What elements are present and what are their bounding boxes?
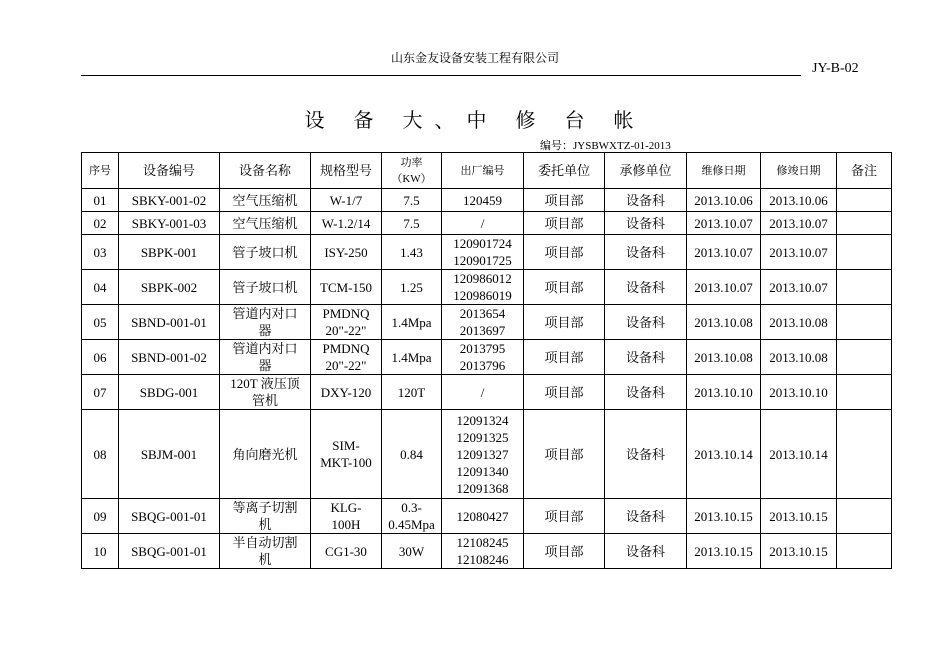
col-client: 委托单位: [524, 153, 605, 189]
cell-line: 12091324: [456, 412, 509, 428]
cell-client: 项目部: [524, 235, 605, 270]
cell-line: 0.84: [400, 446, 423, 462]
cell-line: 0.3-: [401, 500, 422, 515]
cell-line: W-1.2/14: [321, 215, 371, 231]
cell-power: [382, 499, 442, 534]
cell-line: 管道内对口: [232, 341, 298, 356]
table-row: [82, 499, 892, 534]
cell-line: 管子坡口机: [232, 279, 298, 295]
cell-contractor: 设备科: [605, 189, 687, 212]
cell-remark: [837, 235, 892, 270]
cell-power: [382, 375, 442, 410]
cell-line: SIM-: [332, 438, 360, 453]
cell-client: 项目部: [524, 410, 605, 499]
cell-model: [311, 375, 382, 410]
cell-name: [220, 270, 311, 305]
cell-line: PMDNQ: [322, 341, 370, 356]
cell-line: 半自动切割: [232, 535, 298, 550]
col-power: [382, 153, 442, 189]
cell-power: [382, 410, 442, 499]
cell-line: 30W: [398, 543, 425, 559]
cell-line: 2013654: [459, 306, 506, 321]
cell-line: 2013795: [459, 341, 506, 356]
cell-repair-date: 2013.10.06: [687, 189, 761, 212]
cell-name: [220, 534, 311, 569]
cell-name: [220, 212, 311, 235]
cell-contractor: 设备科: [605, 410, 687, 499]
cell-line: /: [480, 215, 485, 231]
cell-line: 2013697: [459, 323, 506, 338]
cell-line: 12108246: [456, 552, 509, 567]
cell-client: 项目部: [524, 212, 605, 235]
cell-model: [311, 212, 382, 235]
cell-name: [220, 235, 311, 270]
cell-line: 管子坡口机: [232, 244, 298, 260]
col-model: 规格型号: [311, 153, 382, 189]
cell-complete-date: 2013.10.07: [761, 270, 837, 305]
cell-line: 12091340: [456, 463, 509, 479]
cell-complete-date: 2013.10.08: [761, 340, 837, 375]
col-code: 设备编号: [119, 153, 220, 189]
cell-factory-no: [442, 305, 524, 340]
cell-line: PMDNQ: [322, 306, 370, 321]
cell-name: [220, 189, 311, 212]
cell-repair-date: 2013.10.15: [687, 499, 761, 534]
cell-line: 器: [258, 323, 272, 338]
cell-line: 120901724: [453, 236, 512, 251]
cell-client: 项目部: [524, 499, 605, 534]
cell-remark: [837, 305, 892, 340]
cell-line: 机: [258, 552, 272, 567]
cell-power: [382, 235, 442, 270]
cell-power: [382, 189, 442, 212]
cell-factory-no: [442, 534, 524, 569]
cell-client: 项目部: [524, 305, 605, 340]
cell-contractor: 设备科: [605, 235, 687, 270]
cell-power: [382, 305, 442, 340]
cell-line: 空气压缩机: [232, 215, 298, 231]
cell-contractor: 设备科: [605, 534, 687, 569]
cell-remark: [837, 212, 892, 235]
cell-power: [382, 340, 442, 375]
cell-seq: 01: [82, 189, 119, 212]
cell-complete-date: 2013.10.07: [761, 212, 837, 235]
company-name: 山东金友设备安装工程有限公司: [390, 51, 559, 65]
cell-repair-date: 2013.10.08: [687, 305, 761, 340]
cell-client: 项目部: [524, 375, 605, 410]
cell-power: [382, 534, 442, 569]
cell-line: 120T: [397, 384, 426, 400]
cell-line: MKT-100: [320, 455, 372, 470]
cell-client: 项目部: [524, 534, 605, 569]
cell-factory-no: [442, 189, 524, 212]
cell-code: SBJM-001: [119, 410, 220, 499]
cell-line: KLG-: [330, 500, 362, 515]
cell-complete-date: 2013.10.06: [761, 189, 837, 212]
cell-repair-date: 2013.10.10: [687, 375, 761, 410]
cell-complete-date: 2013.10.08: [761, 305, 837, 340]
cell-complete-date: 2013.10.07: [761, 235, 837, 270]
cell-model: [311, 235, 382, 270]
cell-line: 20"-22": [325, 323, 367, 338]
cell-line: 机: [258, 517, 272, 532]
cell-remark: [837, 375, 892, 410]
col-complete-date: 修竣日期: [761, 153, 837, 189]
cell-repair-date: 2013.10.08: [687, 340, 761, 375]
col-repair-date: 维修日期: [687, 153, 761, 189]
cell-client: 项目部: [524, 189, 605, 212]
cell-line: CG1-30: [325, 543, 367, 559]
cell-line: 0.45Mpa: [388, 517, 435, 532]
cell-line: 12108245: [456, 535, 509, 550]
cell-line: 12091325: [456, 429, 509, 445]
table-row: [82, 410, 892, 499]
cell-line: 1.25: [400, 279, 423, 295]
cell-power: [382, 212, 442, 235]
cell-complete-date: 2013.10.15: [761, 499, 837, 534]
cell-repair-date: 2013.10.07: [687, 212, 761, 235]
cell-repair-date: 2013.10.14: [687, 410, 761, 499]
cell-name: [220, 410, 311, 499]
table-row: [82, 189, 892, 212]
col-name: 设备名称: [220, 153, 311, 189]
cell-factory-no: [442, 340, 524, 375]
cell-remark: [837, 410, 892, 499]
cell-line: 空气压缩机: [232, 192, 298, 208]
table-row: [82, 212, 892, 235]
cell-contractor: 设备科: [605, 305, 687, 340]
cell-seq: 05: [82, 305, 119, 340]
cell-factory-no: [442, 375, 524, 410]
cell-code: SBKY-001-03: [119, 212, 220, 235]
cell-line: 等离子切割: [232, 500, 298, 515]
col-power-unit: （KW）: [391, 172, 432, 185]
cell-code: SBDG-001: [119, 375, 220, 410]
cell-seq: 03: [82, 235, 119, 270]
cell-seq: 06: [82, 340, 119, 375]
cell-line: 120T 液压顶: [230, 376, 300, 391]
cell-contractor: 设备科: [605, 375, 687, 410]
table-row: [82, 235, 892, 270]
cell-line: 1.43: [400, 244, 423, 260]
cell-code: SBND-001-01: [119, 305, 220, 340]
cell-line: 120986012: [453, 271, 512, 286]
cell-code: SBQG-001-01: [119, 534, 220, 569]
cell-line: 管道内对口: [232, 306, 298, 321]
cell-code: SBKY-001-02: [119, 189, 220, 212]
cell-remark: [837, 270, 892, 305]
cell-remark: [837, 534, 892, 569]
table-row: [82, 305, 892, 340]
cell-line: 7.5: [403, 215, 420, 231]
cell-line: /: [480, 384, 485, 400]
cell-name: [220, 340, 311, 375]
cell-remark: [837, 499, 892, 534]
cell-power: [382, 270, 442, 305]
serial-number: 编号：JYSBWXTZ-01-2013: [540, 140, 671, 152]
col-seq: 序号: [82, 153, 119, 189]
cell-contractor: 设备科: [605, 270, 687, 305]
cell-contractor: 设备科: [605, 212, 687, 235]
cell-model: [311, 534, 382, 569]
cell-line: 120459: [463, 192, 502, 208]
cell-line: DXY-120: [320, 384, 372, 400]
cell-factory-no: [442, 235, 524, 270]
cell-model: [311, 340, 382, 375]
cell-complete-date: 2013.10.15: [761, 534, 837, 569]
cell-line: 12080427: [456, 508, 509, 524]
cell-line: W-1/7: [329, 192, 363, 208]
cell-factory-no: [442, 270, 524, 305]
cell-code: SBQG-001-01: [119, 499, 220, 534]
cell-line: 器: [258, 358, 272, 373]
cell-seq: 07: [82, 375, 119, 410]
cell-code: SBPK-001: [119, 235, 220, 270]
cell-line: 12091327: [456, 446, 509, 462]
col-power-label: 功率: [400, 156, 423, 169]
cell-model: [311, 410, 382, 499]
cell-line: 管机: [251, 393, 278, 408]
table-row: [82, 340, 892, 375]
col-remark: 备注: [837, 153, 892, 189]
cell-repair-date: 2013.10.07: [687, 270, 761, 305]
cell-contractor: 设备科: [605, 499, 687, 534]
cell-name: [220, 499, 311, 534]
table-row: [82, 375, 892, 410]
page-title: 设 备 大、中 修 台 帐: [304, 110, 646, 132]
cell-complete-date: 2013.10.14: [761, 410, 837, 499]
cell-contractor: 设备科: [605, 340, 687, 375]
cell-complete-date: 2013.10.10: [761, 375, 837, 410]
cell-model: [311, 270, 382, 305]
cell-client: 项目部: [524, 270, 605, 305]
cell-code: SBPK-002: [119, 270, 220, 305]
cell-line: 角向磨光机: [232, 446, 298, 462]
cell-factory-no: [442, 212, 524, 235]
cell-factory-no: [442, 410, 524, 499]
cell-model: [311, 305, 382, 340]
table-header-row: [82, 153, 892, 189]
cell-line: ISY-250: [324, 244, 368, 260]
table-row: [82, 270, 892, 305]
repair-ledger-table: [81, 152, 892, 569]
cell-repair-date: 2013.10.15: [687, 534, 761, 569]
cell-factory-no: [442, 499, 524, 534]
cell-line: 20"-22": [325, 358, 367, 373]
cell-seq: 10: [82, 534, 119, 569]
table-row: [82, 534, 892, 569]
cell-line: 12091368: [456, 480, 509, 496]
cell-line: 1.4Mpa: [391, 314, 432, 330]
cell-line: 120901725: [453, 253, 512, 268]
cell-client: 项目部: [524, 340, 605, 375]
cell-seq: 09: [82, 499, 119, 534]
cell-model: [311, 189, 382, 212]
cell-name: [220, 305, 311, 340]
col-factory-no: 出厂编号: [442, 153, 524, 189]
col-contractor: 承修单位: [605, 153, 687, 189]
cell-seq: 08: [82, 410, 119, 499]
cell-remark: [837, 189, 892, 212]
cell-seq: 02: [82, 212, 119, 235]
cell-remark: [837, 340, 892, 375]
cell-seq: 04: [82, 270, 119, 305]
cell-name: [220, 375, 311, 410]
cell-line: TCM-150: [320, 279, 372, 295]
cell-line: 1.4Mpa: [391, 349, 432, 365]
header-rule: [81, 75, 801, 76]
cell-line: 2013796: [459, 358, 506, 373]
table-body: [82, 189, 892, 569]
cell-line: 100H: [331, 517, 361, 532]
cell-line: 7.5: [403, 192, 420, 208]
document-code: JY-B-02: [812, 61, 859, 76]
cell-line: 120986019: [453, 288, 512, 303]
cell-repair-date: 2013.10.07: [687, 235, 761, 270]
cell-model: [311, 499, 382, 534]
cell-code: SBND-001-02: [119, 340, 220, 375]
